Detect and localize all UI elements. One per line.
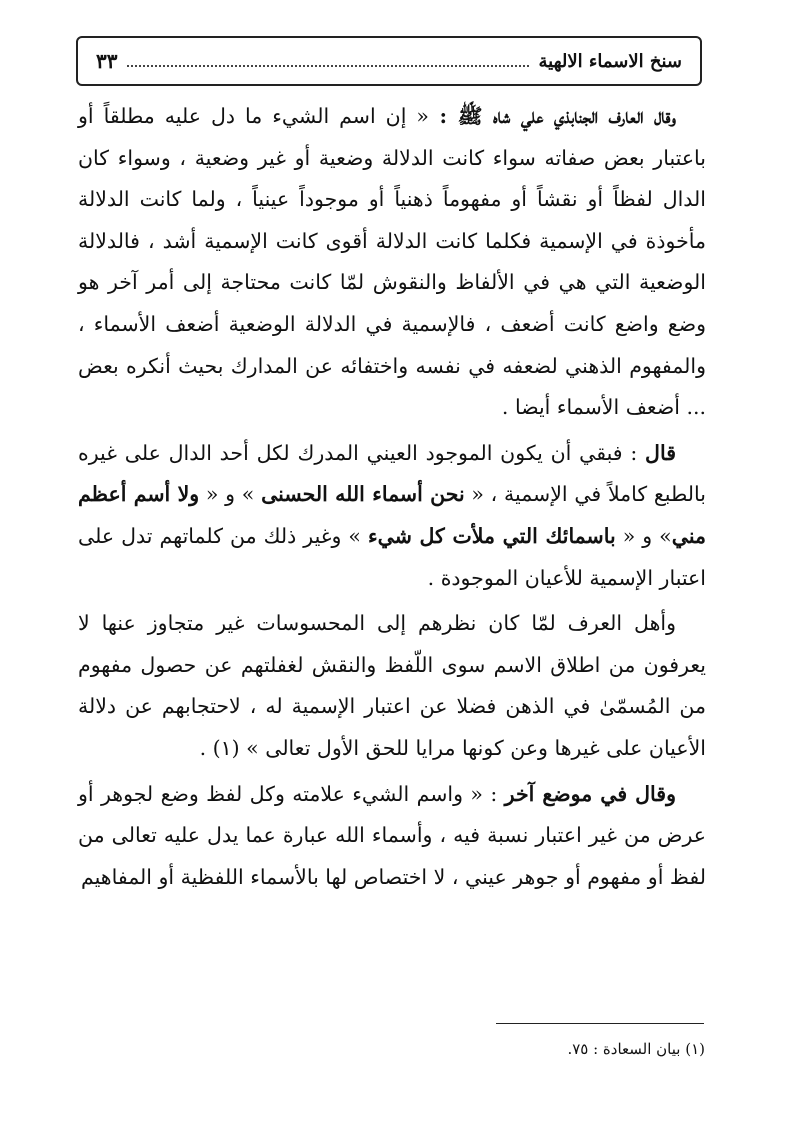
paragraph-1 [78,96,706,429]
paragraph-2 [78,433,706,599]
paragraph-4-text: : « واسم الشيء علامته وكل لفظ وضع لجوهر أو عرض من غير اعتبار نسبة فيه ، وأسماء الله عبارة عما يدل عليه تعالى من لفظ أو مفهوم أو جوهر عيني ، لا اختصاص لها بالأسماء اللفظية أو المفاهيم [78,781,706,889]
running-header [76,36,702,86]
paragraph-3-text: وأهل العرف لمّا كان نظرهم إلى المحسوسات غير متجاوز عنها لا يعرفون من اطلاق الاسم سوى اللّفظ والنقش لغفلتهم عن حصول مفهوم من المُسمّىٰ في الذهن فضلا عن اعتبار الإسمية له ، لاحتجابهم عن دلالة الأعيان على غيرها وعن كونها مرايا للحق الأول تعالى » (١) . [78,611,706,760]
quote-greatest-name: ولا أسم أعظم مني [78,482,706,548]
paragraph-4 [78,774,706,899]
paragraph-1-text: « إن اسم الشيء ما دل عليه مطلقاً أو باعتبار بعض صفاته سواء كانت الدلالة وضعية أو غير وضعية ، وسواء كان الدال لفظاً أو نقشاً أو مفهوماً ذهنياً أو موجوداً عينياً ، ولما كانت الدلالة مأخوذة في الإسمية فكلما كانت الدلالة أقوى كانت الإسمية أشد ، فالدلالة الوضعية التي هي في الألفاظ والنقوش لمّا كانت محتاجة إلى أمر آخر هو وضع واضع كانت أضعف ، فالإسمية في الدلالة الوضعية أضعف الأسماء ، والمفهوم الذهني لضعفه في نفسه واختفائه عن المدارك بحيث أنكره بعض ... أضعف الأسماء أيضا . [78,104,706,420]
paragraph-2-text-4: » وغير ذلك من كلماتهم تدل على اعتبار الإسمية للأعيان الموجودة . [78,523,706,590]
paragraph-2-lead: قال [645,440,676,465]
paragraph-2-text-1: : فبقي أن يكون الموجود العيني المدرك لكل أحد الدال على غيره بالطبع كاملاً في الإسمية ، « [78,440,706,507]
page-body [78,96,706,902]
running-title: سنخ الاسماء الالهية [538,50,682,72]
quote-names: نحن أسماء الله الحسنى [261,482,465,507]
quote-names-filled: باسمائك التي ملأت كل شيء [367,523,616,548]
footnote: (١) بيان السعادة : ٧٥. [567,1040,705,1058]
paragraph-2-text-3: » و « [615,523,672,548]
paragraph-4-lead: وقال في موضع آخر [504,781,676,806]
paragraph-2-text-2: » و « [199,482,262,507]
paragraph-1-lead: وقال العارف الجنابذي علي شاه ﷺ : [428,104,676,128]
paragraph-3 [78,603,706,769]
leader-dots [127,65,528,67]
page-number: ٣٣ [96,49,118,73]
footnote-separator [496,1023,704,1024]
